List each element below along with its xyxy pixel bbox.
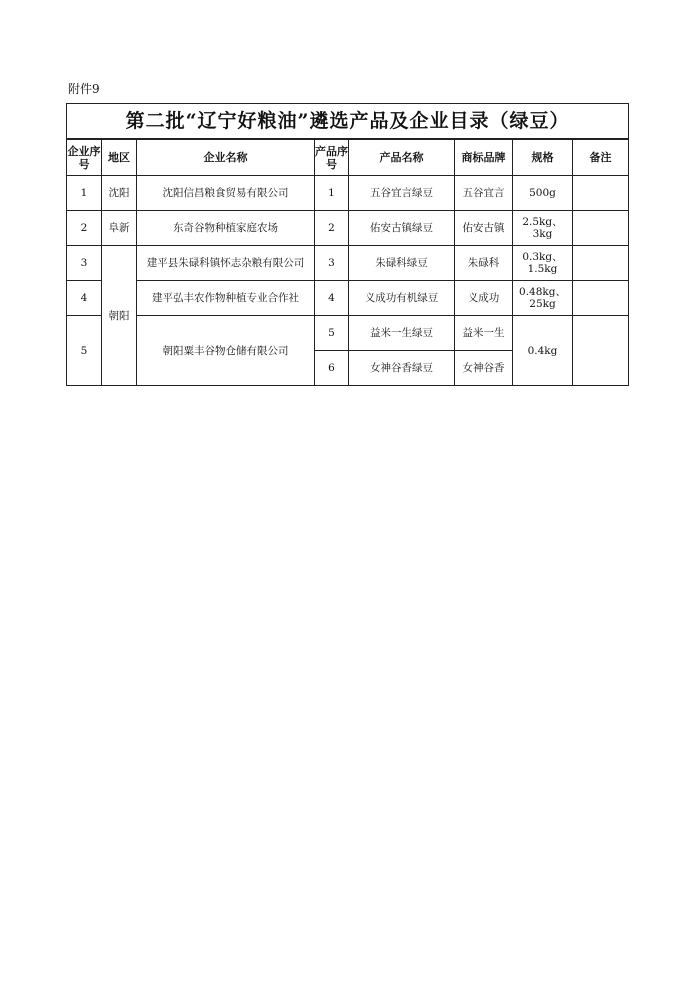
company-name-cell: 建平县朱碌科镇怀志杂粮有限公司 <box>137 246 315 281</box>
table-title: 第二批“辽宁好粮油”遴选产品及企业目录（绿豆） <box>67 104 629 140</box>
header-row <box>67 139 629 176</box>
header-spec: 规格 <box>513 139 573 176</box>
product-no-cell: 5 <box>315 316 349 351</box>
table-row <box>67 211 629 246</box>
company-name-cell: 东奇谷物种植家庭农场 <box>137 211 315 246</box>
company-no-cell: 3 <box>67 246 102 281</box>
spec-cell: 0.3kg、1.5kg <box>513 246 573 281</box>
company-name-cell: 朝阳粟丰谷物仓储有限公司 <box>137 316 315 386</box>
product-name-cell: 佑安古镇绿豆 <box>349 211 455 246</box>
product-no-cell: 2 <box>315 211 349 246</box>
spec-cell: 0.4kg <box>513 316 573 386</box>
company-no-cell: 2 <box>67 211 102 246</box>
product-name-cell: 朱碌科绿豆 <box>349 246 455 281</box>
spec-cell: 500g <box>513 176 573 211</box>
brand-cell: 朱碌科 <box>455 246 513 281</box>
company-no-cell: 1 <box>67 176 102 211</box>
product-no-cell: 6 <box>315 351 349 386</box>
product-name-cell: 五谷宜言绿豆 <box>349 176 455 211</box>
catalog-table <box>66 103 629 386</box>
spec-cell: 0.48kg、25kg <box>513 281 573 316</box>
brand-cell: 益米一生 <box>455 316 513 351</box>
product-no-cell: 1 <box>315 176 349 211</box>
company-name-cell: 建平弘丰农作物种植专业合作社 <box>137 281 315 316</box>
company-no-cell: 4 <box>67 281 102 316</box>
table-row <box>67 246 629 281</box>
header-company-no: 企业序号 <box>67 139 102 176</box>
company-name-cell: 沈阳信昌粮食贸易有限公司 <box>137 176 315 211</box>
remarks-cell <box>573 176 629 211</box>
header-remarks: 备注 <box>573 139 629 176</box>
remarks-cell <box>573 211 629 246</box>
region-cell: 朝阳 <box>102 246 137 386</box>
region-cell: 沈阳 <box>102 176 137 211</box>
brand-cell: 五谷宜言 <box>455 176 513 211</box>
header-brand: 商标品牌 <box>455 139 513 176</box>
region-cell: 阜新 <box>102 211 137 246</box>
company-no-cell: 5 <box>67 316 102 386</box>
remarks-cell <box>573 316 629 386</box>
table-row <box>67 176 629 211</box>
spec-cell: 2.5kg、3kg <box>513 211 573 246</box>
header-product-name: 产品名称 <box>349 139 455 176</box>
brand-cell: 女神谷香 <box>455 351 513 386</box>
product-name-cell: 益米一生绿豆 <box>349 316 455 351</box>
header-company-name: 企业名称 <box>137 139 315 176</box>
table-row <box>67 281 629 316</box>
remarks-cell <box>573 281 629 316</box>
brand-cell: 义成功 <box>455 281 513 316</box>
product-no-cell: 3 <box>315 246 349 281</box>
table-row <box>67 316 629 351</box>
attachment-label: 附件9 <box>68 82 100 96</box>
brand-cell: 佑安古镇 <box>455 211 513 246</box>
remarks-cell <box>573 246 629 281</box>
header-product-no: 产品序号 <box>315 139 349 176</box>
product-name-cell: 义成功有机绿豆 <box>349 281 455 316</box>
product-name-cell: 女神谷香绿豆 <box>349 351 455 386</box>
header-region: 地区 <box>102 139 137 176</box>
product-no-cell: 4 <box>315 281 349 316</box>
